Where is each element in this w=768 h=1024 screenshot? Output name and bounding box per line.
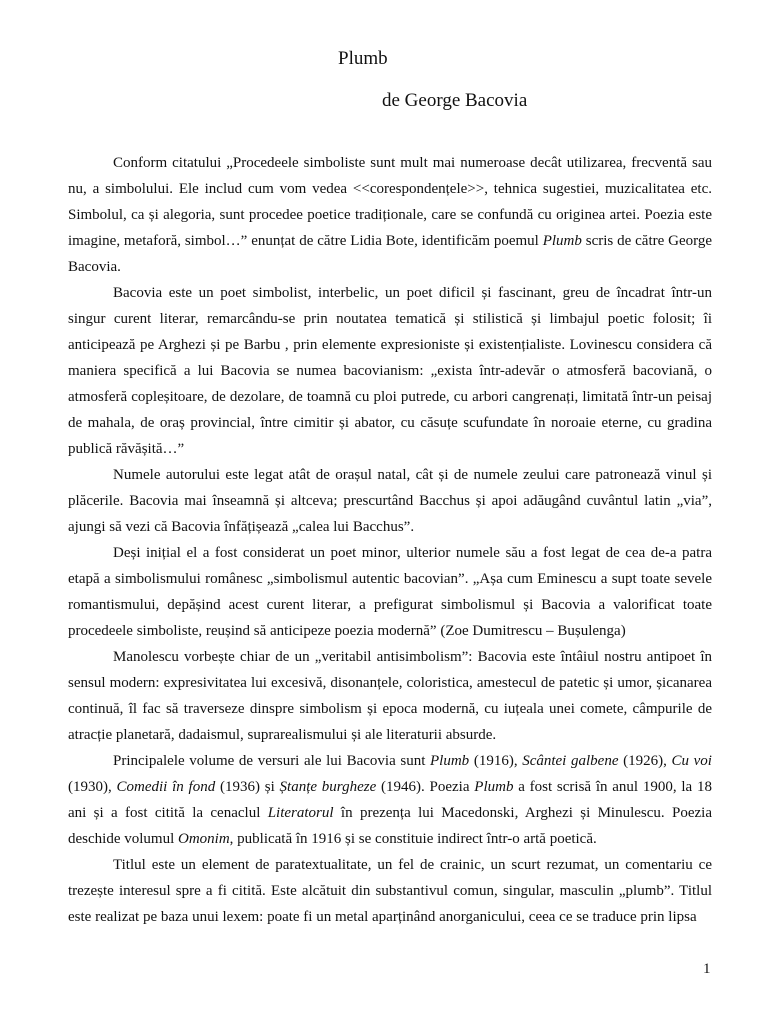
paragraph-text: Numele autorului este legat atât de orașul natal, cât și de numele zeului care patronează vinul și plăcerile. Bacovia mai înseamnă și altceva; prescurtând Bacchus și apoi adăugând cuvântul latin „via”, ajungi să vezi că Bacovia înfățișează „calea lui Bacchus”.: [68, 467, 712, 535]
body-paragraph: [68, 540, 712, 644]
italic-title-ref: Scântei galbene: [522, 753, 619, 769]
italic-title-ref: Literatorul: [267, 805, 334, 821]
paragraph-text: (1936) și: [215, 779, 280, 795]
paragraph-text: în prezența lui Macedonski, Arghezi și Minulescu. Poezia deschide volumul: [68, 805, 713, 847]
paragraph-text: , publicată în 1916 și se constituie indirect într-o artă poetică.: [229, 831, 597, 847]
paragraph-text: Titlul este un element de paratextualitate, un fel de crainic, un scurt rezumat, un comentariu ce trezește interesul spre a fi citită. Este alcătuit din substantivul comun, singular, masculin „plumb”. Titlul este realizat pe baza unui lexem: poate fi un metal aparținând anorganicului, ceea ce se traduce prin lipsa: [68, 857, 712, 925]
paragraph-text: Principalele volume de versuri ale lui Bacovia sunt: [113, 753, 431, 769]
italic-title-ref: Plumb: [474, 779, 514, 795]
body-paragraph: [68, 644, 712, 748]
author-subtitle: de George Bacovia: [382, 90, 528, 111]
paragraph-text: Conform citatului „Procedeele simboliste sunt mult mai numeroase decât utilizarea, frecventă sau nu, a simbolului. Ele includ cum vom vedea <<corespondențele>>, tehnica sugestiei, muzicalitatea etc. Simbolul, ca și alegoria, sunt procedee poetice tradiționale, care se confundă cu originea artei. Poezia este imagine, metaforă, simbol…” enunțat de către Lidia Bote, identificăm poemul: [68, 155, 712, 249]
page-title: Plumb: [338, 48, 388, 69]
paragraph-text: Bacovia este un poet simbolist, interbelic, un poet dificil și fascinant, greu de încadrat într-un singur curent literar, remarcându-se prin noutatea tematică și stilistică și limbajul poetic folosit; îi anticipează pe Arghezi și pe Barbu , prin elemente expresioniste și existențialiste. Lovinescu considera că maniera specifică a lui Bacovia se numea bacovianism: „exista într-adevăr o atmosferă bacoviană, o atmosferă copleșitoare, de dezolare, de toamnă cu ploi putrede, cu arbori cangrenați, limitată într-un peisaj de mahala, de oraș provincial, între cimitir și abator, cu căsuțe scufundate în noroaie eterne, cu gradina publică răvășită…”: [68, 285, 712, 457]
paragraph-text: (1916),: [469, 753, 523, 769]
paragraph-text: Manolescu vorbește chiar de un „veritabil antisimbolism”: Bacovia este întâiul nostru antipoet în sensul modern: expresivitatea lui excesivă, disonanțele, coloristica, amestecul de patetic și umor, șicanarea continuă, îl fac să traverseze dinspre simbolism și epoca modernă, cu iuțeala unei comete, câmpurile de atracție planetară, dadaismul, suprarealismului și ale literaturii absurde.: [68, 649, 712, 743]
italic-title-ref: Plumb: [542, 233, 582, 249]
paragraph-text: Deși inițial el a fost considerat un poet minor, ulterior numele său a fost legat de cea de-a patra etapă a simbolismului românesc „simbolismul autentic bacovian”. „Așa cum Eminescu a supt toate sevele romantismului, depășind acest curent literar, a prefigurat simbolismul și Bacovia a valorificat toate procedeele simboliste, reușind să anticipeze poezia modernă” (Zoe Dumitrescu – Bușulenga): [68, 545, 712, 639]
body-paragraph: [68, 280, 712, 462]
body-paragraph: [68, 150, 712, 280]
italic-title-ref: Cu voi: [671, 753, 712, 769]
paragraph-text: scris de către George Bacovia.: [68, 233, 712, 275]
italic-title-ref: Ștanțe burgheze: [279, 779, 377, 795]
document-body: [68, 150, 712, 930]
paragraph-text: (1930),: [68, 779, 117, 795]
body-paragraph: [68, 852, 712, 930]
italic-title-ref: Omonim: [177, 831, 230, 847]
paragraph-text: a fost scrisă în anul 1900, la 18 ani și a fost citită la cenaclul: [68, 779, 712, 821]
paragraph-text: (1926),: [618, 753, 672, 769]
body-paragraph: [68, 462, 712, 540]
paragraph-text: (1946). Poezia: [376, 779, 475, 795]
italic-title-ref: Comedii în fond: [116, 779, 216, 795]
body-paragraph: [68, 748, 712, 852]
italic-title-ref: Plumb: [430, 753, 470, 769]
page-number: 1: [703, 961, 711, 977]
